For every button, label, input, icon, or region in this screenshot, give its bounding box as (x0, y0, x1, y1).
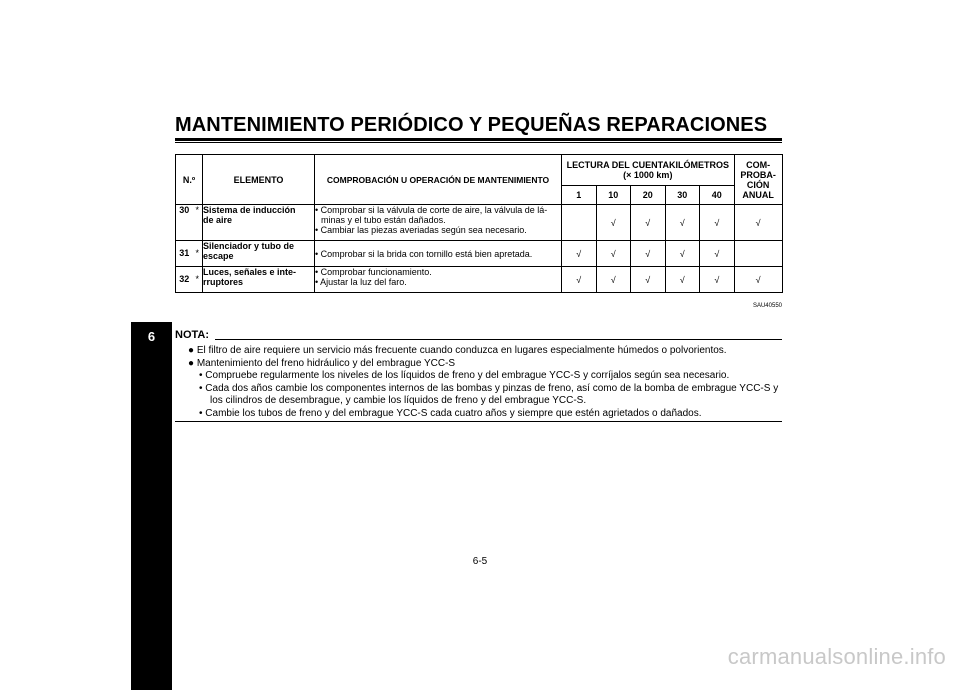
maintenance-table (175, 154, 783, 293)
nota-item: ● El filtro de aire requiere un servicio más frecuente cuando conduzca en lugares especialmente húmedos o polvorientos. (188, 345, 727, 356)
check-cell: √ (596, 205, 631, 241)
row-number: 31 (176, 241, 193, 267)
nota-item: ● Mantenimiento del freno hidráulico y del embrague YCC-S (188, 357, 456, 369)
page-title: MANTENIMIENTO PERIÓDICO Y PEQUEÑAS REPARACIONES (175, 114, 768, 136)
row-element-line: de aire (203, 215, 233, 225)
row-mark: * (193, 267, 203, 293)
check-cell: √ (562, 241, 597, 267)
check-cell: √ (665, 205, 700, 241)
header-km: 30 (665, 186, 700, 205)
check-cell: √ (700, 267, 735, 293)
header-element: ELEMENTO (203, 155, 315, 205)
document-code: SAU40550 (752, 303, 782, 309)
table-row (176, 205, 783, 241)
check-cell: √ (700, 241, 735, 267)
row-element (203, 267, 315, 293)
operation-item: • Ajustar la luz del faro. (315, 277, 407, 287)
operation-item: • Comprobar si la válvula de corte de aire, la válvula de lá-minas y el tubo están dañados. (315, 205, 548, 225)
header-km: 10 (596, 186, 631, 205)
row-element-line: Silenciador y tubo de (203, 241, 295, 251)
watermark: carmanualsonline.info (727, 644, 946, 669)
nota-rule (215, 339, 782, 340)
header-row (176, 155, 783, 186)
operation-item: • Comprobar si la brida con tornillo está bien apretada. (315, 248, 533, 259)
check-cell: √ (665, 241, 700, 267)
table-row (176, 241, 783, 267)
chapter-tab (131, 322, 172, 690)
nota-subitem: • Cambie los tubos de freno y del embrague YCC-S cada cuatro años y siempre que estén agrietados o dañados. (199, 407, 702, 419)
header-annual-1: COM- (746, 159, 771, 170)
header-km: 40 (700, 186, 735, 205)
check-cell: √ (631, 241, 666, 267)
check-cell: √ (700, 205, 735, 241)
check-cell (734, 241, 782, 267)
check-cell: √ (734, 267, 782, 293)
header-annual-2: PROBA- (740, 169, 776, 180)
check-cell: √ (562, 267, 597, 293)
row-element-line: rruptores (203, 277, 244, 287)
row-operation (315, 241, 562, 267)
row-element-line: escape (203, 251, 234, 261)
table-row (176, 267, 783, 293)
check-cell: √ (665, 267, 700, 293)
operation-item: • Cambiar las piezas averiadas según sea necesario. (315, 225, 527, 235)
header-n: N.º (176, 155, 203, 205)
nota-subitem: • Compruebe regularmente los niveles de los líquidos de freno y del embrague YCC-S y corríjalos según sea necesario. (199, 370, 730, 381)
row-operation (315, 267, 562, 293)
header-annual-4: ANUAL (742, 189, 774, 200)
header-odometer (562, 155, 735, 186)
header-annual-3: CIÓN (746, 179, 770, 190)
row-number: 30 (176, 205, 193, 241)
nota-bottom-rule (175, 421, 782, 422)
check-cell: √ (631, 267, 666, 293)
header-operation: COMPROBACIÓN U OPERACIÓN DE MANTENIMIENTO (315, 155, 562, 205)
row-element (203, 205, 315, 241)
row-element-line: Sistema de inducción (203, 205, 296, 215)
page-number: 6-5 (472, 556, 488, 567)
operation-item: • Comprobar funcionamiento. (315, 267, 432, 277)
row-mark: * (193, 241, 203, 267)
check-cell: √ (596, 241, 631, 267)
check-cell (562, 205, 597, 241)
nota-title: NOTA: (175, 329, 210, 341)
row-operation (315, 205, 562, 241)
header-odometer-title: LECTURA DEL CUENTAKILÓMETROS (566, 160, 729, 170)
title-rule-thin (175, 142, 782, 143)
check-cell: √ (734, 205, 782, 241)
row-mark: * (193, 205, 203, 241)
row-number: 32 (176, 267, 193, 293)
header-km: 20 (631, 186, 666, 205)
chapter-number: 6 (147, 329, 156, 344)
row-element (203, 241, 315, 267)
header-annual (734, 155, 782, 205)
nota-subitem: • Cada dos años cambie los componentes internos de las bombas y pinzas de freno, así como de la bomba de embrague YCC-S y los cilindros de desembrague, y cambie los líquidos de freno y del embrague YCC-S. (199, 382, 779, 406)
row-element-line: Luces, señales e inte- (203, 267, 297, 277)
header-odometer-unit: (× 1000 km) (623, 170, 673, 180)
check-cell: √ (596, 267, 631, 293)
title-rule-thick (175, 138, 782, 141)
check-cell: √ (631, 205, 666, 241)
header-km: 1 (562, 186, 597, 205)
nota-body (175, 345, 782, 420)
